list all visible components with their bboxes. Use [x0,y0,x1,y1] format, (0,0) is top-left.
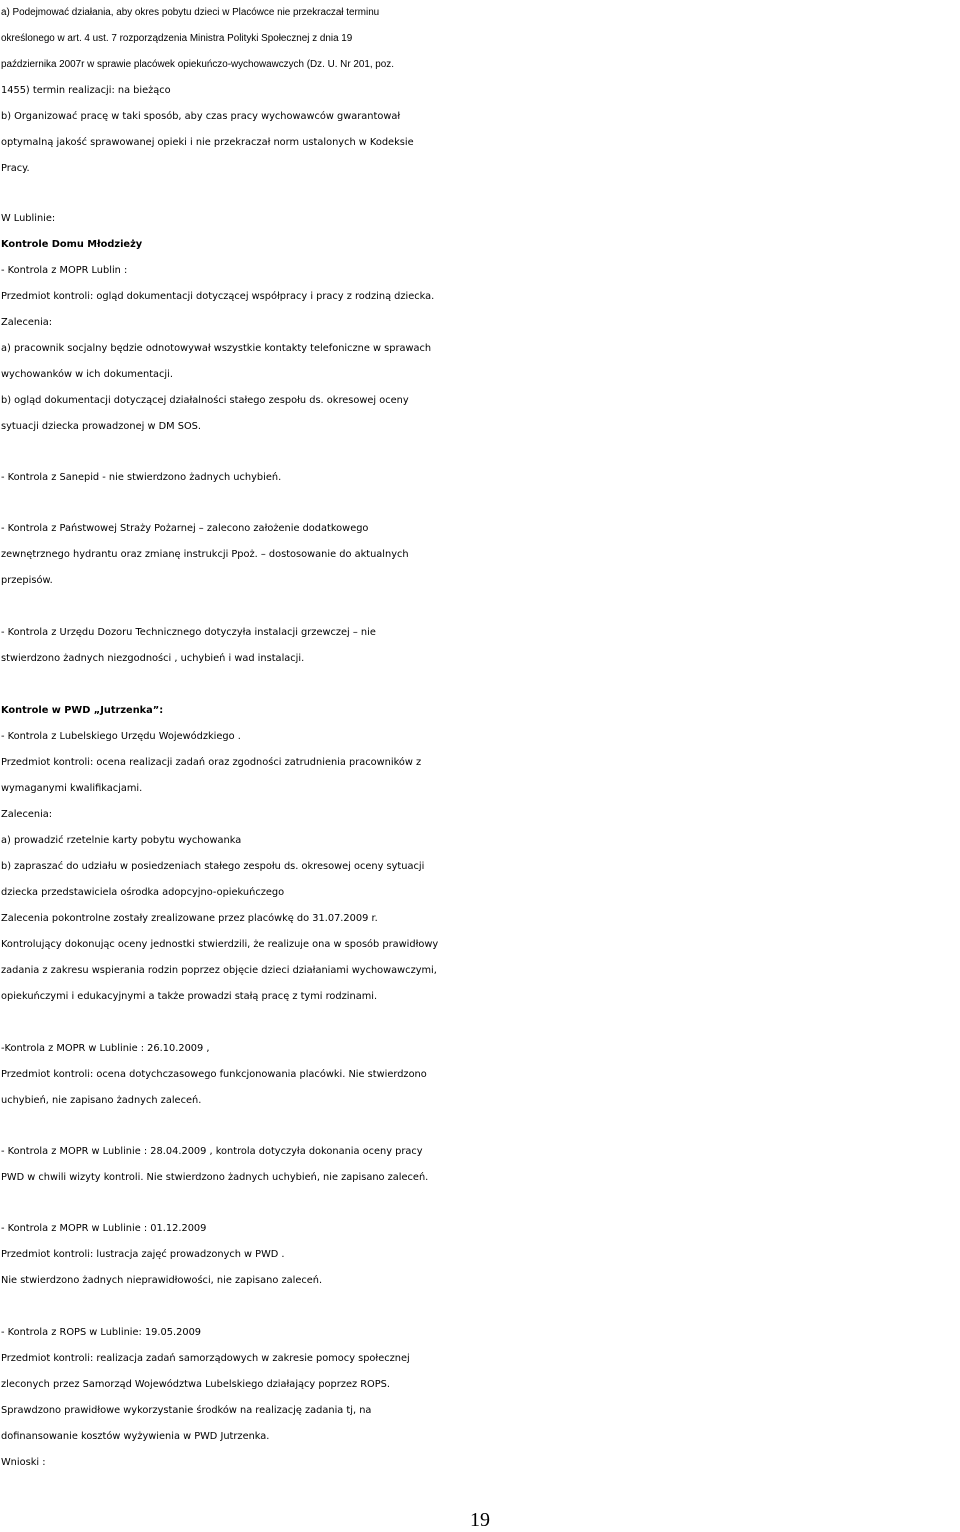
text-line: Kontrolujący dokonując oceny jednostki stwierdzili, że realizuje ona w sposób prawidłowy [1,939,439,950]
text-line: wymaganymi kwalifikacjami. [1,783,143,794]
text-line: Przedmiot kontroli: ocena realizacji zadań oraz zgodności zatrudnienia pracowników z [1,757,422,768]
text-line: Przedmiot kontroli: ogląd dokumentacji dotyczącej współpracy i pracy z rodziną dziecka. [1,291,435,302]
text-line: b) zapraszać do udziału w posiedzeniach stałego zespołu ds. okresowej oceny sytuacji [1,861,425,872]
text-line: uchybień, nie zapisano żadnych zaleceń. [1,1095,202,1106]
text-line: b) Organizować pracę w taki sposób, aby czas pracy wychowawców gwarantował [1,111,401,122]
text-line: W Lublinie: [1,213,56,224]
text-line: przepisów. [1,575,53,586]
text-line: - Kontrola z Urzędu Dozoru Technicznego dotyczyła instalacji grzewczej – nie [1,627,376,638]
text-line: Nie stwierdzono żadnych nieprawidłowości, nie zapisano zaleceń. [1,1275,323,1286]
text-line: - Kontrola z MOPR w Lublinie : 28.04.2009 , kontrola dotyczyła dokonania oceny pracy [1,1146,423,1157]
text-line: stwierdzono żadnych niezgodności , uchybień i wad instalacji. [1,653,305,664]
text-line: Pracy. [1,163,30,174]
page-number: 19 [470,1509,490,1531]
text-line: Przedmiot kontroli: ocena dotychczasowego funkcjonowania placówki. Nie stwierdzono [1,1069,427,1080]
text-line: a) Podejmować działania, aby okres pobytu dzieci w Placówce nie przekraczał terminu [1,7,380,18]
text-line: 1455) termin realizacji: na bieżąco [1,85,171,96]
text-line: Przedmiot kontroli: lustracja zajęć prowadzonych w PWD . [1,1249,285,1260]
text-line: opiekuńczymi i edukacyjnymi a także prowadzi stałą pracę z tymi rodzinami. [1,991,378,1002]
text-line: Zalecenia pokontrolne zostały zrealizowane przez placówkę do 31.07.2009 r. [1,913,378,924]
text-line: a) prowadzić rzetelnie karty pobytu wychowanka [1,835,242,846]
text-line: a) pracownik socjalny będzie odnotowywał wszystkie kontakty telefoniczne w sprawach [1,343,432,354]
text-line: - Kontrola z Lubelskiego Urzędu Wojewódzkiego . [1,731,241,742]
section-heading: Kontrole Domu Młodzieży [1,239,143,250]
text-line: sytuacji dziecka prowadzonej w DM SOS. [1,421,201,432]
text-line: Zalecenia: [1,809,53,820]
text-line: Zalecenia: [1,317,53,328]
section-heading: Kontrole w PWD „Jutrzenka”: [1,705,164,716]
text-line: Sprawdzono prawidłowe wykorzystanie środków na realizację zadania tj, na [1,1405,372,1416]
text-line: b) ogląd dokumentacji dotyczącej działalności stałego zespołu ds. okresowej oceny [1,395,409,406]
text-line: - Kontrola z MOPR Lublin : [1,265,128,276]
text-line: Wnioski : [1,1457,46,1468]
text-line: dofinansowanie kosztów wyżywienia w PWD Jutrzenka. [1,1431,270,1442]
text-line: Przedmiot kontroli: realizacja zadań samorządowych w zakresie pomocy społecznej [1,1353,410,1364]
text-line: - Kontrola z Sanepid - nie stwierdzono żadnych uchybień. [1,472,282,483]
text-line: określonego w art. 4 ust. 7 rozporządzenia Ministra Polityki Społecznej z dnia 19 [1,33,353,44]
text-line: zadania z zakresu wspierania rodzin poprzez objęcie dzieci działaniami wychowawczymi, [1,965,437,976]
text-line: zleconych przez Samorząd Województwa Lubelskiego działający poprzez ROPS. [1,1379,390,1390]
text-line: PWD w chwili wizyty kontroli. Nie stwierdzono żadnych uchybień, nie zapisano zaleceń. [1,1172,429,1183]
text-line: - Kontrola z Państwowej Straży Pożarnej – zalecono założenie dodatkowego [1,523,369,534]
text-line: zewnętrznego hydrantu oraz zmianę instrukcji Ppoż. – dostosowanie do aktualnych [1,549,409,560]
text-line: - Kontrola z ROPS w Lublinie: 19.05.2009 [1,1327,202,1338]
text-line: wychowanków w ich dokumentacji. [1,369,173,380]
text-line: - Kontrola z MOPR w Lublinie : 01.12.2009 [1,1223,207,1234]
text-line: optymalną jakość sprawowanej opieki i nie przekraczał norm ustalonych w Kodeksie [1,137,414,148]
text-line: -Kontrola z MOPR w Lublinie : 26.10.2009 , [1,1043,210,1054]
text-line: października 2007r w sprawie placówek opiekuńczo-wychowawczych (Dz. U. Nr 201, poz. [1,59,394,70]
text-line: dziecka przedstawiciela ośrodka adopcyjno-opiekuńczego [1,887,285,898]
